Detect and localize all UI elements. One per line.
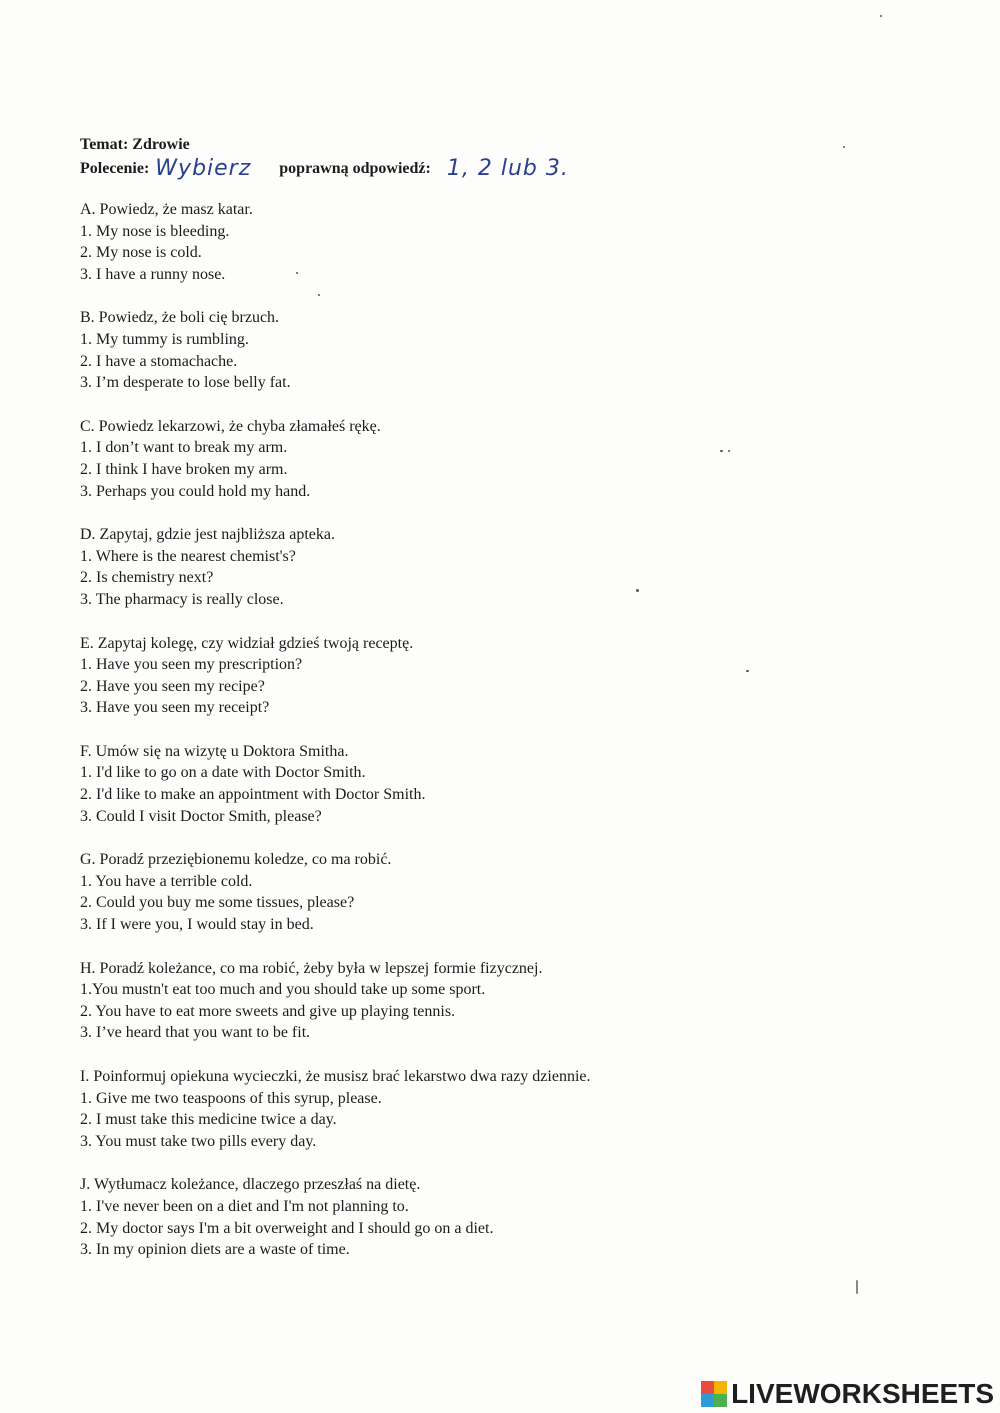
answer-option: 3. In my opinion diets are a waste of time. — [80, 1241, 350, 1259]
answer-option: 2. Have you seen my recipe? — [80, 677, 265, 695]
answer-option: 2. You have to eat more sweets and give up playing tennis. — [80, 1002, 456, 1020]
logo-square — [714, 1381, 727, 1394]
question-prompt: J. Wytłumacz koleżance, dlaczego przeszłaś na dietę. — [80, 1176, 421, 1194]
logo-square — [701, 1394, 714, 1407]
topic-label: Temat: Zdrowie — [80, 136, 190, 153]
answer-option: 1. My tummy is rumbling. — [80, 330, 249, 348]
answer-option: 2. I'd like to make an appointment with Doctor Smith. — [80, 786, 426, 804]
question-prompt: E. Zapytaj kolegę, czy widział gdzieś twoją receptę. — [80, 634, 414, 652]
brand-text: LIVEWORKSHEETS — [731, 1378, 994, 1409]
answer-option: 3. Have you seen my receipt? — [80, 699, 270, 717]
question-block — [80, 524, 960, 610]
question-block — [80, 958, 960, 1044]
answer-option: 1. I've never been on a diet and I'm not planning to. — [80, 1197, 409, 1215]
question-prompt: H. Poradź koleżance, co ma robić, żeby była w lepszej formie fizycznej. — [80, 959, 543, 977]
scan-speck — [880, 15, 882, 17]
answer-option: 1. Where is the nearest chemist's? — [80, 547, 296, 565]
answer-option: 1. My nose is bleeding. — [80, 222, 230, 240]
scan-speck — [728, 450, 730, 452]
question-prompt: I. Poinformuj opiekuna wycieczki, że musisz brać lekarstwo dwa razy dziennie. — [80, 1068, 591, 1085]
answer-option: 3. You must take two pills every day. — [80, 1132, 317, 1150]
question-list — [80, 199, 960, 1283]
scan-speck — [856, 1280, 858, 1294]
answer-option: 3. I’m desperate to lose belly fat. — [80, 374, 291, 392]
question-prompt: G. Poradź przeziębionemu koledze, co ma robić. — [80, 851, 392, 869]
answer-option: 3. If I were you, I would stay in bed. — [80, 916, 314, 934]
scan-speck — [843, 146, 845, 148]
answer-option: 2. I have a stomachache. — [80, 352, 238, 370]
scan-speck — [746, 670, 749, 672]
question-block — [80, 849, 960, 935]
question-block — [80, 199, 960, 285]
answer-option: 2. Could you buy me some tissues, please? — [80, 894, 355, 912]
answer-option: 1. You have a terrible cold. — [80, 872, 253, 890]
answer-option: 1. I don’t want to break my arm. — [80, 439, 288, 457]
topic-row — [80, 134, 569, 156]
question-prompt: B. Powiedz, że boli cię brzuch. — [80, 309, 280, 327]
answer-option: 2. My nose is cold. — [80, 244, 202, 262]
question-prompt: F. Umów się na wizytę u Doktora Smitha. — [80, 742, 349, 760]
liveworksheets-brand — [701, 1377, 994, 1411]
answer-option: 3. The pharmacy is really close. — [80, 590, 284, 608]
answer-option: 3. Could I visit Doctor Smith, please? — [80, 807, 322, 825]
question-prompt: D. Zapytaj, gdzie jest najbliższa apteka. — [80, 526, 336, 544]
answer-option: 2. My doctor says I'm a bit overweight and I should go on a diet. — [80, 1219, 494, 1237]
question-block — [80, 741, 960, 827]
logo-square — [714, 1394, 727, 1407]
answer-option: 3. I’ve heard that you want to be fit. — [80, 1024, 311, 1042]
instruction-row — [80, 156, 569, 181]
scan-speck — [318, 294, 320, 296]
scan-speck — [720, 450, 723, 452]
answer-option: 2. I think I have broken my arm. — [80, 460, 288, 478]
worksheet-header — [80, 134, 569, 181]
question-block — [80, 307, 960, 393]
answer-option: 1. Have you seen my prescription? — [80, 656, 303, 674]
logo-square — [701, 1381, 714, 1394]
answer-option: 3. Perhaps you could hold my hand. — [80, 482, 311, 500]
scan-speck — [296, 272, 298, 274]
question-block — [80, 1066, 960, 1152]
answer-option: 3. I have a runny nose. — [80, 265, 226, 283]
handwritten-choices: 1, 2 lub 3. — [446, 156, 569, 181]
instruction-label: Polecenie: — [80, 160, 150, 177]
question-prompt: A. Powiedz, że masz katar. — [80, 201, 253, 218]
question-prompt: C. Powiedz lekarzowi, że chyba złamałeś rękę. — [80, 417, 381, 435]
question-block — [80, 633, 960, 719]
handwritten-instruction-word: Wybierz — [155, 156, 252, 181]
question-block — [80, 416, 960, 502]
answer-option: 2. I must take this medicine twice a day. — [80, 1111, 337, 1129]
question-block — [80, 1174, 960, 1260]
scan-speck — [636, 589, 639, 592]
liveworksheets-logo-icon — [701, 1381, 727, 1407]
instruction-rest: poprawną odpowiedź: — [279, 160, 431, 177]
answer-option: 1. I'd like to go on a date with Doctor Smith. — [80, 764, 366, 782]
answer-option: 1.You mustn't eat too much and you should take up some sport. — [80, 981, 486, 999]
answer-option: 1. Give me two teaspoons of this syrup, please. — [80, 1089, 382, 1107]
answer-option: 2. Is chemistry next? — [80, 569, 214, 587]
